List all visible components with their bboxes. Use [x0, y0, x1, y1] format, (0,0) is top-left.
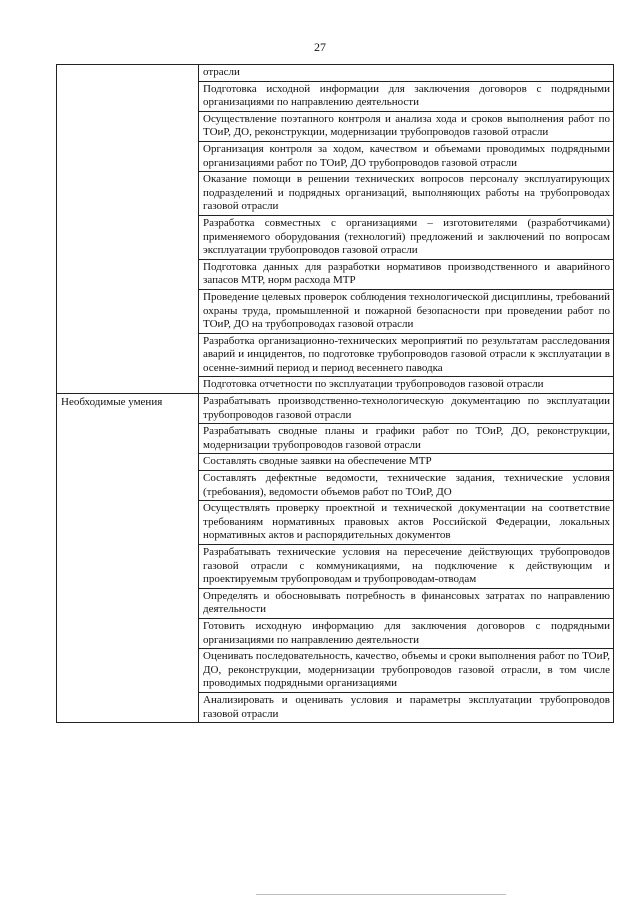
- table-cell: Разрабатывать производственно-технологическую документацию по эксплуатации трубопроводов газовой отрасли: [199, 394, 614, 424]
- table-cell: Осуществлять проверку проектной и технической документации на соответствие требованиям нормативных правовых актов Российской Федерации, локальных нормативных актов и распорядительных документов: [199, 501, 614, 545]
- table-row: [57, 394, 614, 424]
- table-cell: Разрабатывать сводные планы и графики работ по ТОиР, ДО, реконструкции, модернизации трубопроводов газовой отрасли: [199, 424, 614, 454]
- table-cell: Составлять сводные заявки на обеспечение МТР: [199, 454, 614, 471]
- table-cell: Оказание помощи в решении технических вопросов персоналу эксплуатирующих подразделений и подрядных организаций, выполняющих работы на трубопроводах газовой отрасли: [199, 172, 614, 216]
- section-label: [61, 66, 195, 67]
- table-cell: Подготовка исходной информации для заключения договоров с подрядными организациями по направлению деятельности: [199, 81, 614, 111]
- competency-table: [56, 64, 614, 723]
- section-label: Необходимые умения: [61, 396, 163, 409]
- table-cell: Определять и обосновывать потребность в финансовых затратах по направлению деятельности: [199, 588, 614, 618]
- page-number: 27: [314, 40, 326, 54]
- table-cell: Подготовка отчетности по эксплуатации трубопроводов газовой отрасли: [199, 377, 614, 394]
- section-label-cell: [57, 65, 199, 394]
- table-cell: Анализировать и оценивать условия и параметры эксплуатации трубопроводов газовой отрасли: [199, 692, 614, 722]
- table-cell: Осуществление поэтапного контроля и анализа хода и сроков выполнения работ по ТОиР, ДО, реконструкции, модернизации трубопроводов газовой отрасли: [199, 111, 614, 141]
- table-cell: Разработка организационно-технических мероприятий по результатам расследования аварий и инцидентов, по подготовке трубопроводов газовой отрасли к эксплуатации в осенне-зимний период и период весеннего паводка: [199, 333, 614, 377]
- table-cell: Составлять дефектные ведомости, технические задания, технические условия (требования), ведомости объемов работ по ТОиР, ДО: [199, 471, 614, 501]
- table-cell: Разрабатывать технические условия на пересечение действующих трубопроводов газовой отрасли с коммуникациями, на подключение к действующим и проектируемым трубопроводам и трубопроводам-отводам: [199, 545, 614, 589]
- table-row: [57, 65, 614, 82]
- bottom-divider: [256, 894, 506, 895]
- table-cell: Проведение целевых проверок соблюдения технологической дисциплины, требований охраны труда, промышленной и пожарной безопасности при проведении работ по ТОиР, ДО на трубопроводах газовой отрасли: [199, 289, 614, 333]
- table-cell: Организация контроля за ходом, качеством и объемами проводимых подрядными организациями работ по ТОиР, ДО трубопроводов газовой отрасли: [199, 141, 614, 171]
- section-label-cell: [57, 394, 199, 723]
- table-cell: Подготовка данных для разработки нормативов производственного и аварийного запасов МТР, норм расхода МТР: [199, 259, 614, 289]
- table-cell: Готовить исходную информацию для заключения договоров с подрядными организациями по направлению деятельности: [199, 618, 614, 648]
- table-cell: Разработка совместных с организациями – изготовителями (разработчиками) применяемого оборудования (технологий) предложений и заключений по вопросам эксплуатации трубопроводов газовой отрасли: [199, 215, 614, 259]
- table-cell: отрасли: [199, 65, 614, 82]
- table-cell: Оценивать последовательность, качество, объемы и сроки выполнения работ по ТОиР, ДО, реконструкции, модернизации трубопроводов газовой отрасли, в том числе проводимых подрядными организациями: [199, 649, 614, 693]
